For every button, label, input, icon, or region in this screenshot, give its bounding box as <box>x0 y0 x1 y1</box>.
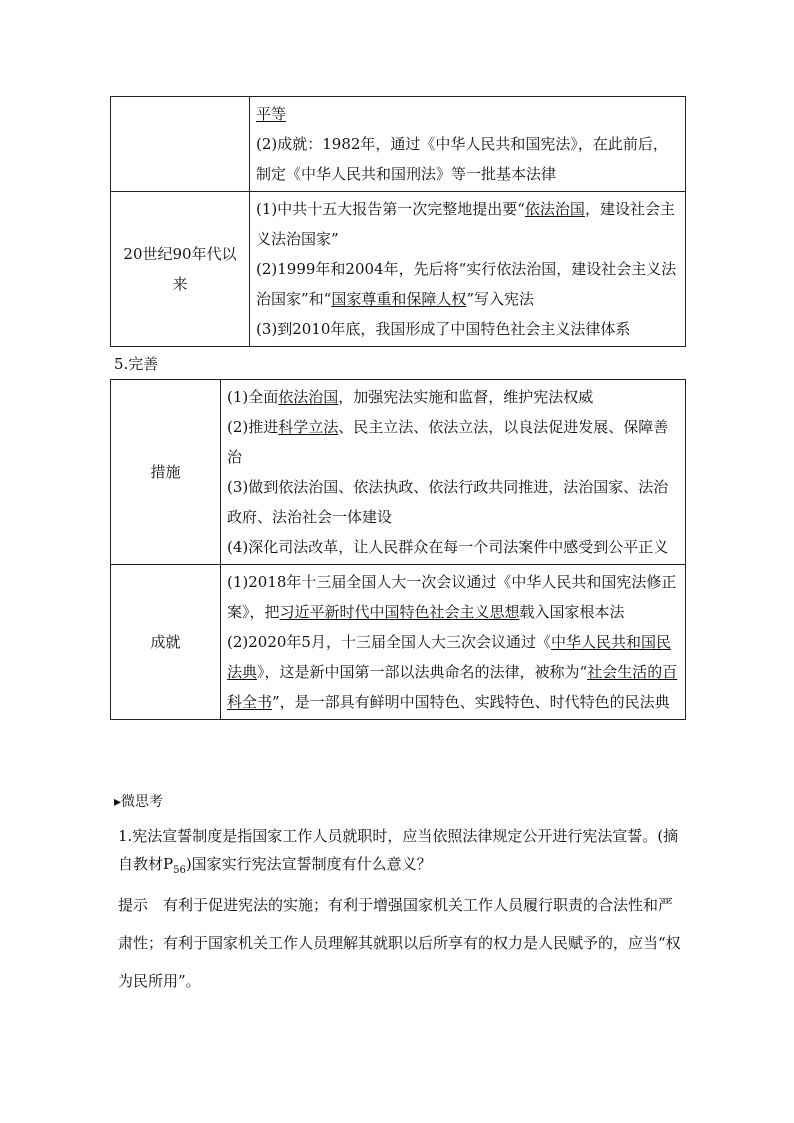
perfection-table <box>110 379 686 720</box>
text: ”写入宪法 <box>466 290 535 308</box>
key-term: 国家尊重和保障人权 <box>331 290 467 308</box>
key-term: 社会生活的百科全书 <box>227 663 678 711</box>
question-text: )国家实行宪法宣誓制度有什么意义？ <box>185 855 432 873</box>
key-term: 依法治国 <box>278 388 339 406</box>
text: (1)中共十五大报告第一次完整地提出要“ <box>256 200 525 218</box>
achievement-line-2: 制定《中华人民共和国刑法》等一批基本法律 <box>256 165 557 183</box>
list-item <box>227 382 679 412</box>
row-label-measures: 措施 <box>111 380 221 565</box>
list-item: (3)到2010年底，我国形成了中国特色社会主义法律体系 <box>256 320 631 338</box>
question-1 <box>118 822 688 885</box>
fragment-text: 平等 <box>256 105 287 123</box>
question-text: 1.宪法宣誓制度是指国家工作人员就职时，应当依照法律规定公开进行宪法宣誓。(摘自教材P <box>118 827 679 873</box>
key-term: 中华人民共和国民法典 <box>227 633 671 681</box>
text: (1)2018年十三届全国人大一次会议通过《中华人民共和国宪法修正案》，把 <box>227 573 677 621</box>
text: ，加强宪法实施和监督，维护宪法权威 <box>338 388 594 406</box>
text: 》，这是新中国第一部以法典命名的法律，被称为“ <box>257 663 588 681</box>
text: 载入国家根本法 <box>519 603 625 621</box>
row-label-empty <box>111 97 250 192</box>
hint-answer <box>118 886 688 1000</box>
list-item <box>227 412 679 472</box>
text: (2)1999年和2004年，先后将“实行依法治国，建设社会主义法治国家”和“ <box>256 260 677 308</box>
key-term: 习近平新时代中国特色社会主义思想 <box>279 603 520 621</box>
list-item <box>256 194 679 254</box>
row-content <box>221 380 686 565</box>
page-subscript: 56 <box>173 865 186 876</box>
list-item: (4)深化司法改革，让人民群众在每一个司法案件中感受到公平正义 <box>227 538 669 556</box>
text: (2)2020年5月，十三届全国人大三次会议通过《 <box>227 633 551 651</box>
text: (1)全面 <box>227 388 279 406</box>
development-table <box>110 96 686 347</box>
row-content <box>221 565 686 720</box>
table-row <box>111 565 686 720</box>
text: 、民主立法、依法立法，以良法促进发展、保障善治 <box>227 418 669 466</box>
list-item <box>256 254 679 314</box>
text: ，建设社会主义法治国家” <box>256 200 675 248</box>
table-row <box>111 97 686 192</box>
row-label-1990s: 20世纪90年代以来 <box>111 192 250 347</box>
section-title: 5.完善 <box>114 355 159 373</box>
list-item <box>227 567 679 627</box>
hint-text: 有利于促进宪法的实施；有利于增强国家机关工作人员履行职责的合法性和严肃性；有利于国家机关工作人员理解其就职以后所享有的权力是人民赋予的，应当“权为民所用”。 <box>118 896 681 990</box>
list-item <box>227 627 679 717</box>
row-content <box>250 192 686 347</box>
hint-label: 提示 <box>118 896 149 914</box>
think-heading: ▸微思考 <box>114 794 164 810</box>
text: (2)推进 <box>227 418 279 436</box>
list-item: (3)做到依法治国、依法执政、依法行政共同推进，法治国家、法治政府、法治社会一体建设 <box>227 478 669 526</box>
key-term: 科学立法 <box>278 418 339 436</box>
table-row <box>111 380 686 565</box>
row-content <box>250 97 686 192</box>
achievement-line: (2)成就：1982年，通过《中华人民共和国宪法》，在此前后， <box>256 135 668 153</box>
key-term: 依法治国 <box>524 200 585 218</box>
text: ”，是一部具有鲜明中国特色、实践特色、时代特色的民法典 <box>272 693 670 711</box>
table-row <box>111 192 686 347</box>
row-label-achievements: 成就 <box>111 565 221 720</box>
